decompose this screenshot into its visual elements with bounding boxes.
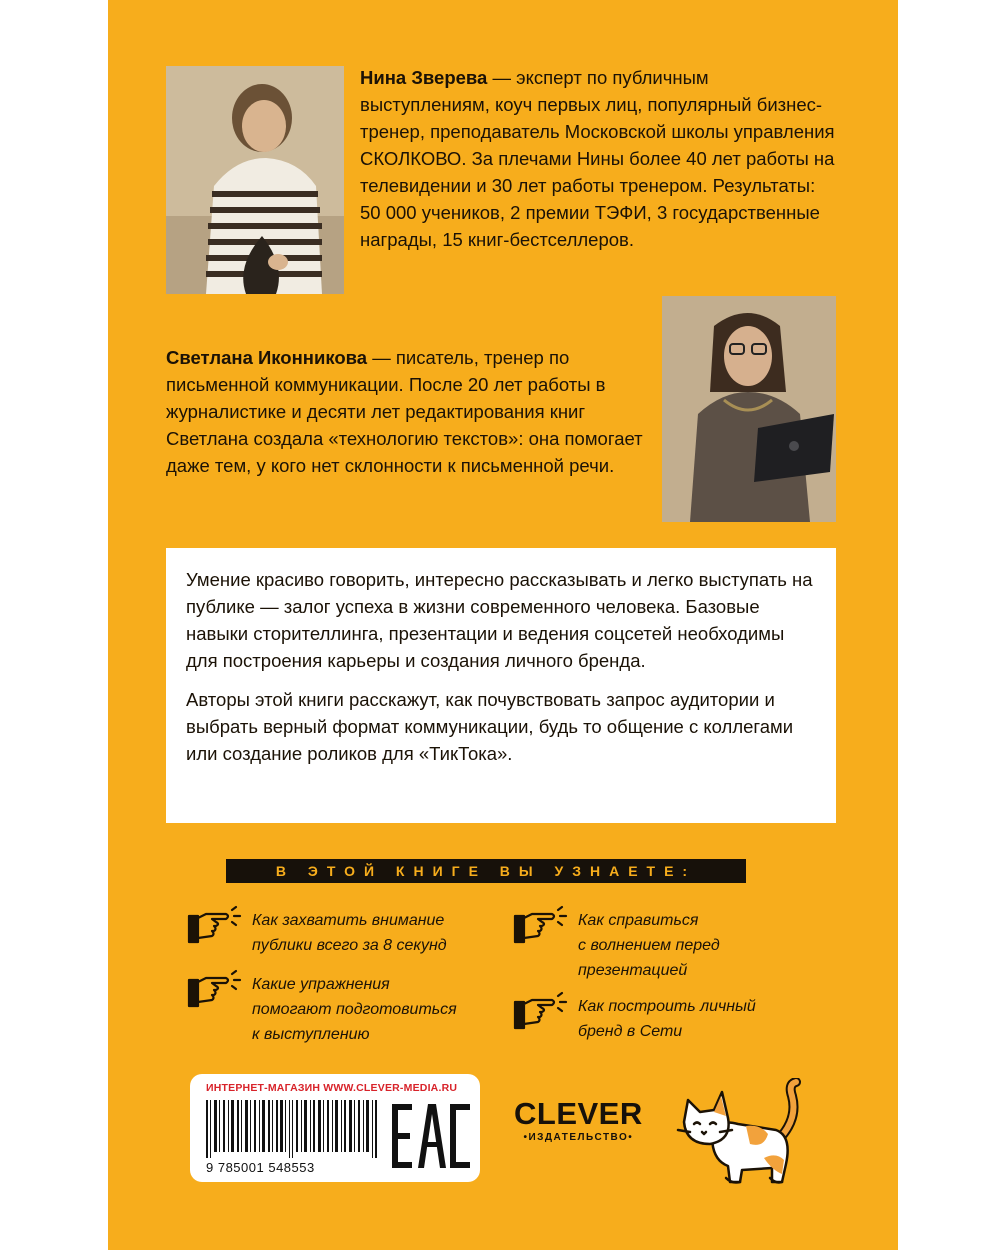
publisher-name: CLEVER	[514, 1096, 643, 1131]
learn-item-3-line-3: презентацией	[578, 962, 688, 979]
learn-heading: В ЭТОЙ КНИГЕ ВЫ УЗНАЕТЕ:	[226, 859, 746, 883]
learn-item-3-line-2: с волнением перед	[578, 937, 720, 954]
learn-item-2-line-3: к выступлению	[252, 1026, 370, 1043]
learn-item-2-line-2: помогают подготовиться	[252, 1001, 457, 1018]
cat-illustration	[668, 1078, 808, 1190]
learn-item	[186, 968, 457, 1047]
publisher-logo	[514, 1098, 643, 1143]
barcode	[206, 1100, 378, 1158]
pointing-hand-icon	[512, 990, 572, 1034]
publisher-tagline: •ИЗДАТЕЛЬСТВО•	[523, 1132, 634, 1143]
learn-item-1-line-1: Как захватить внимание	[252, 912, 445, 929]
author1-bio	[360, 64, 840, 253]
learn-item-4-line-2: бренд в Сети	[578, 1023, 683, 1040]
shop-url: ИНТЕРНЕТ-МАГАЗИН WWW.CLEVER-MEDIA.RU	[206, 1082, 458, 1094]
pointing-hand-icon	[186, 968, 246, 1012]
author2-bio-text: — писатель, тренер по письменной коммуникации. После 20 лет работы в журналистике и десяти лет редактирования книг Светлана создала «технологию текстов»: она помогает даже тем, у кого нет склонности к письменной речи.	[166, 347, 643, 476]
learn-item	[512, 904, 720, 983]
learn-item	[186, 904, 447, 958]
learn-item	[512, 990, 756, 1044]
description-paragraph-1: Умение красиво говорить, интересно рассказывать и легко выступать на публике — залог успеха в жизни современного человека. Базовые навыки сторителлинга, презентации и ведения соцсетей необходимы для построения карьеры и создания личного бренда.	[186, 569, 813, 671]
learn-item-1-line-2: публики всего за 8 секунд	[252, 937, 447, 954]
author2-bio	[166, 344, 646, 479]
barcode-box	[190, 1074, 480, 1182]
author1-name: Нина Зверева	[360, 67, 488, 88]
pointing-hand-icon	[512, 904, 572, 948]
learn-item-4-line-1: Как построить личный	[578, 998, 756, 1015]
description-box	[166, 548, 836, 823]
pointing-hand-icon	[186, 904, 246, 948]
author2-name: Светлана Иконникова	[166, 347, 368, 368]
learn-item-3-line-1: Как справиться	[578, 912, 699, 929]
book-back-cover	[108, 0, 898, 1250]
author1-bio-text: — эксперт по публичным выступлениям, коуч первых лиц, популярный бизнес-тренер, преподаватель Московской школы управления СКОЛКОВО. За плечами Нины более 40 лет работы на телевидении и 30 лет работы тренером. Результаты: 50 000 учеников, 2 премии ТЭФИ, 3 государственные награды, 15 книг-бестселлеров.	[360, 67, 835, 250]
learn-item-2-line-1: Какие упражнения	[252, 976, 390, 993]
isbn-number: 9 785001 548553	[206, 1160, 315, 1175]
author2-photo	[662, 296, 836, 522]
description-paragraph-2: Авторы этой книги расскажут, как почувствовать запрос аудитории и выбрать верный формат коммуникации, будь то общение с коллегами или создание роликов для «ТикТока».	[186, 689, 794, 764]
author1-photo	[166, 66, 344, 294]
eac-certification-mark	[390, 1104, 472, 1168]
